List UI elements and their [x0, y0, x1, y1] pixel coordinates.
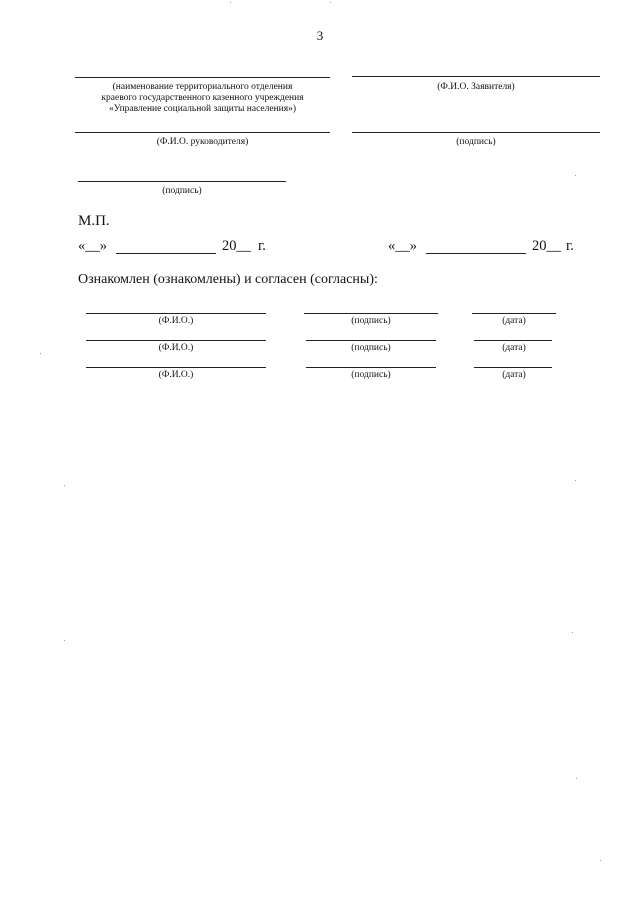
- scan-speck: [575, 175, 576, 176]
- applicant-fio-line: [352, 76, 600, 77]
- date-left-month-line: [116, 253, 216, 254]
- org-caption-line: (наименование территориального отделения: [112, 82, 293, 92]
- org-caption-line: «Управление социальной защиты населения»): [108, 104, 297, 114]
- date-caption: (дата): [502, 316, 526, 326]
- scan-speck: [230, 2, 231, 3]
- signature-caption: (подпись): [351, 370, 391, 380]
- head-signature-line: [78, 181, 286, 182]
- date-right-suffix: г.: [566, 238, 574, 254]
- date-line: [472, 313, 556, 314]
- fio-caption: (Ф.И.О.): [158, 343, 194, 353]
- date-right-quote: «__»: [388, 238, 417, 254]
- scan-speck: [600, 860, 601, 861]
- applicant-signature-line: [352, 132, 600, 133]
- date-left-year: 20__: [222, 238, 251, 254]
- scan-speck: [572, 632, 573, 633]
- acknowledgement-title: Ознакомлен (ознакомлены) и согласен (согласны):: [78, 272, 378, 287]
- scan-speck: [575, 480, 576, 481]
- scan-speck: [64, 485, 65, 486]
- page-number: 3: [316, 28, 324, 43]
- date-caption: (дата): [502, 370, 526, 380]
- date-right-year: 20__: [532, 238, 561, 254]
- fio-line: [86, 367, 266, 368]
- date-line: [474, 367, 552, 368]
- date-right-month-line: [426, 253, 526, 254]
- fio-line: [86, 340, 266, 341]
- fio-caption: (Ф.И.О.): [158, 370, 194, 380]
- org-name-line: [75, 77, 330, 78]
- date-line: [474, 340, 552, 341]
- scan-speck: [330, 2, 331, 3]
- fio-caption: (Ф.И.О.): [158, 316, 194, 326]
- fio-line: [86, 313, 266, 314]
- head-fio-caption: (Ф.И.О. руководителя): [156, 137, 249, 147]
- head-signature-caption: (подпись): [162, 186, 202, 196]
- signature-line: [306, 340, 436, 341]
- date-left-quote: «__»: [78, 238, 107, 254]
- date-caption: (дата): [502, 343, 526, 353]
- scan-speck: [576, 778, 577, 779]
- scan-speck: [64, 640, 65, 641]
- applicant-signature-caption: (подпись): [456, 137, 496, 147]
- signature-caption: (подпись): [351, 316, 391, 326]
- date-left-suffix: г.: [258, 238, 266, 254]
- stamp-label: М.П.: [78, 213, 110, 229]
- signature-line: [306, 367, 436, 368]
- signature-caption: (подпись): [351, 343, 391, 353]
- applicant-fio-caption: (Ф.И.О. Заявителя): [437, 82, 515, 92]
- org-caption: [75, 82, 330, 115]
- signature-line: [304, 313, 438, 314]
- org-caption-line: краевого государственного казенного учреждения: [101, 93, 304, 103]
- scan-speck: [40, 353, 41, 354]
- head-fio-line: [75, 132, 330, 133]
